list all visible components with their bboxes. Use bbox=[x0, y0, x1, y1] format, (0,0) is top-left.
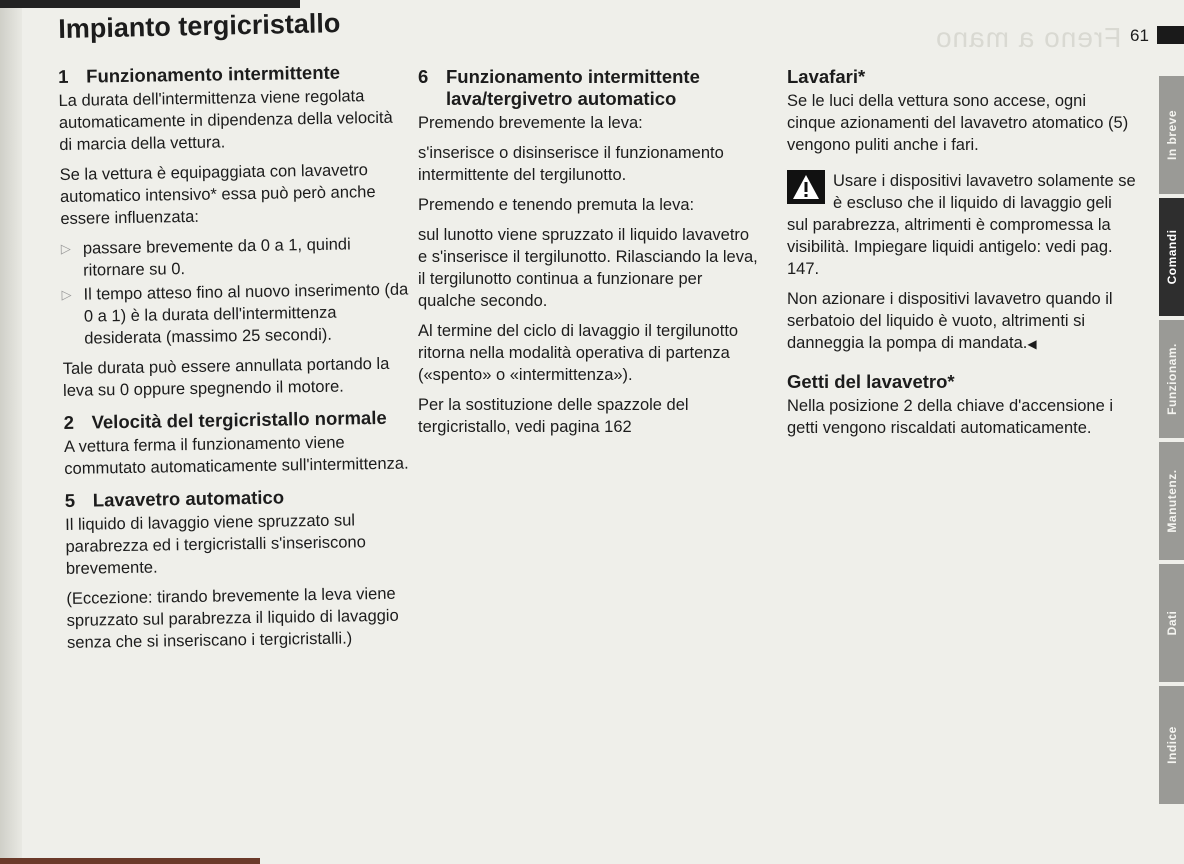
paragraph: Nella posizione 2 della chiave d'accensione i getti vengono riscaldati automaticamente. bbox=[787, 397, 1114, 437]
warning-text: Usare i dispositivi lavavetro solamente se è escluso che il liquido di lavaggio geli sul parabrezza, altrimenti è compromessa la visibilità. Impiegare liquidi antigelo: vedi pag. 147. bbox=[787, 172, 1136, 278]
section-title: Lavafari* bbox=[787, 66, 866, 87]
page-edge-top bbox=[0, 0, 300, 8]
section-title: Velocità del tergicristallo normale bbox=[91, 406, 387, 433]
tab-label: Indice bbox=[1164, 726, 1179, 764]
tab-in-breve[interactable] bbox=[1159, 76, 1184, 194]
column-1 bbox=[58, 61, 417, 664]
section-lavafari bbox=[787, 66, 1137, 156]
bullet-item: ▷ passare brevemente da 0 a 1, quindi ritornare su 0. bbox=[61, 232, 412, 281]
section-title: Getti del lavavetro* bbox=[787, 371, 955, 392]
section-number: 5 bbox=[64, 489, 76, 511]
paragraph: Premendo e tenendo premuta la leva: bbox=[418, 196, 695, 214]
paragraph: Se la vettura è equipaggiata con lavavetro automatico intensivo* essa può però anche essere influenzata: bbox=[59, 161, 376, 228]
tab-dati[interactable] bbox=[1159, 564, 1184, 682]
tab-label: Manutenz. bbox=[1164, 469, 1179, 533]
section-number: 6 bbox=[418, 66, 429, 87]
tab-label: Comandi bbox=[1164, 229, 1179, 285]
section-2 bbox=[63, 406, 414, 479]
paragraph: La durata dell'intermittenza viene regolata automaticamente in dipendenza della velocità di marcia della vettura. bbox=[58, 87, 393, 154]
paragraph: (Eccezione: tirando brevemente la leva viene spruzzato sul parabrezza il liquido di lavaggio senza che si inseriscano i tergicristalli.) bbox=[66, 584, 399, 652]
tab-comandi[interactable] bbox=[1159, 198, 1184, 316]
section-getti bbox=[787, 371, 1137, 439]
warning-text bbox=[787, 288, 1137, 355]
end-mark-icon: ◀ bbox=[1027, 337, 1037, 351]
tab-label: Dati bbox=[1164, 610, 1179, 636]
section-number: 1 bbox=[58, 65, 69, 87]
tab-label: In breve bbox=[1164, 109, 1179, 161]
bleed-through-text: Freno a mano bbox=[935, 22, 1122, 53]
paragraph: Per la sostituzione delle spazzole del tergicristallo, vedi pagina 162 bbox=[418, 396, 689, 436]
warning-box bbox=[787, 170, 1137, 355]
page-number: 61 bbox=[1130, 26, 1149, 45]
section-number: 2 bbox=[63, 411, 75, 433]
page-title: Impianto tergicristallo bbox=[58, 8, 341, 44]
warning-triangle-icon bbox=[787, 170, 825, 204]
section-5 bbox=[65, 484, 418, 653]
page-edge bbox=[0, 0, 22, 864]
tab-funzionam[interactable] bbox=[1159, 320, 1184, 438]
section-title: Funzionamento intermittente lava/tergivetro automatico bbox=[446, 66, 700, 109]
page-marker bbox=[1157, 26, 1184, 44]
paragraph: Al termine del ciclo di lavaggio il tergilunotto ritorna nella modalità operativa di partenza («spento» o «intermittenza»). bbox=[418, 322, 739, 384]
paragraph: Tale durata può essere annullata portando la leva su 0 oppure spegnendo il motore. bbox=[62, 354, 390, 400]
tab-label: Funzionam. bbox=[1164, 343, 1179, 415]
paragraph: Premendo brevemente la leva: bbox=[418, 114, 643, 132]
bullet-list bbox=[61, 232, 413, 349]
page-edge-bottom bbox=[0, 858, 260, 864]
section-heading bbox=[65, 484, 415, 511]
section-1 bbox=[58, 61, 413, 402]
paragraph: Se le luci della vettura sono accese, ogni cinque azionamenti del lavavetro atomatico (5) vengono puliti anche i fari. bbox=[787, 92, 1129, 154]
section-title: Lavavetro automatico bbox=[92, 486, 285, 511]
section-title: Funzionamento intermittente bbox=[85, 61, 341, 87]
bullet-item: ▷ Il tempo atteso fino al nuovo inserimento (da 0 a 1) è la durata dell'intermittenza desiderata (massimo 25 secondi). bbox=[61, 278, 412, 349]
column-2 bbox=[418, 66, 758, 448]
tab-indice[interactable] bbox=[1159, 686, 1184, 804]
section-6 bbox=[418, 66, 758, 438]
side-tab-index bbox=[1159, 76, 1184, 808]
section-heading bbox=[418, 66, 758, 110]
paragraph: sul lunotto viene spruzzato il liquido lavavetro e s'inserisce il tergilunotto. Rilasciando la leva, il tergilunotto continua a funzionare per qualche secondo. bbox=[418, 226, 758, 310]
paragraph: s'inserisce o disinserisce il funzionamento intermittente del tergilunotto. bbox=[418, 144, 724, 184]
section-heading bbox=[63, 406, 413, 433]
tab-manutenz[interactable] bbox=[1159, 442, 1184, 560]
paragraph: A vettura ferma il funzionamento viene commutato automaticamente sull'intermittenza. bbox=[63, 433, 409, 478]
column-3 bbox=[787, 66, 1137, 449]
warning-text-2: Non azionare i dispositivi lavavetro quando il serbatoio del liquido è vuoto, altrimenti si danneggia la pompa di mandata. bbox=[787, 290, 1113, 352]
section-heading bbox=[58, 61, 408, 88]
paragraph: Il liquido di lavaggio viene spruzzato sul parabrezza ed i tergicristalli s'inseriscono brevemente. bbox=[65, 511, 366, 578]
